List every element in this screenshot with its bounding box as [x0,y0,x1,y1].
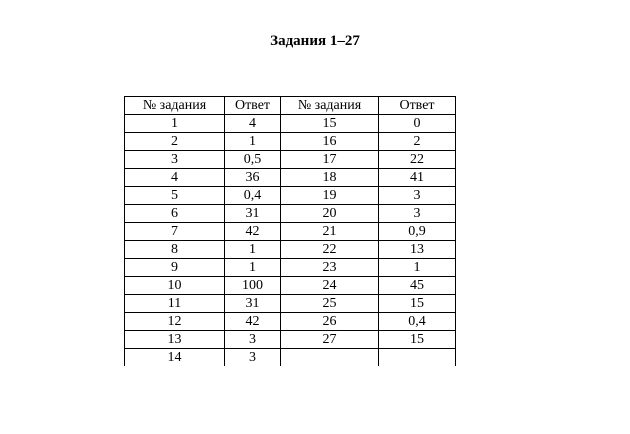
answer-cell: 22 [379,151,456,169]
answer-cell: 3 [379,205,456,223]
task-number-cell: 23 [281,259,379,277]
task-number-cell: 5 [125,187,225,205]
task-number-cell: 11 [125,295,225,313]
answer-cell: 1 [379,259,456,277]
table-row [125,313,456,331]
answer-cell: 31 [225,205,281,223]
task-number-cell: 19 [281,187,379,205]
task-number-cell: 1 [125,115,225,133]
table-row [125,169,456,187]
task-number-cell: 15 [281,115,379,133]
table-row [125,331,456,349]
answer-cell [379,349,456,367]
answer-cell: 0,4 [379,313,456,331]
answer-cell: 15 [379,295,456,313]
answer-cell: 42 [225,223,281,241]
header-task-number-left: № задания [125,97,225,115]
answer-cell: 4 [225,115,281,133]
table-row [125,223,456,241]
answer-cell: 2 [379,133,456,151]
table-row [125,277,456,295]
answer-cell: 1 [225,259,281,277]
table-row [125,151,456,169]
header-answer-right: Ответ [379,97,456,115]
answer-cell: 31 [225,295,281,313]
task-number-cell: 22 [281,241,379,259]
task-number-cell: 25 [281,295,379,313]
table-row [125,133,456,151]
task-number-cell: 16 [281,133,379,151]
table-row [125,259,456,277]
answer-cell: 100 [225,277,281,295]
answer-cell: 0,5 [225,151,281,169]
task-number-cell: 24 [281,277,379,295]
task-number-cell: 18 [281,169,379,187]
answer-cell: 3 [379,187,456,205]
answer-cell: 0,4 [225,187,281,205]
answer-cell: 1 [225,241,281,259]
task-number-cell: 4 [125,169,225,187]
task-number-cell: 9 [125,259,225,277]
table-row [125,349,456,367]
page-title: Задания 1–27 [270,33,360,49]
task-number-cell: 26 [281,313,379,331]
table-row [125,187,456,205]
answer-cell: 15 [379,331,456,349]
header-answer-left: Ответ [225,97,281,115]
answer-cell: 1 [225,133,281,151]
task-number-cell: 8 [125,241,225,259]
task-number-cell: 14 [125,349,225,367]
task-number-cell: 2 [125,133,225,151]
task-number-cell [281,349,379,367]
table-row [125,115,456,133]
answer-cell: 36 [225,169,281,187]
task-number-cell: 21 [281,223,379,241]
task-number-cell: 10 [125,277,225,295]
task-number-cell: 6 [125,205,225,223]
table-row [125,295,456,313]
task-number-cell: 7 [125,223,225,241]
answer-cell: 45 [379,277,456,295]
header-task-number-right: № задания [281,97,379,115]
answer-cell: 3 [225,349,281,367]
table-row [125,241,456,259]
task-number-cell: 27 [281,331,379,349]
task-number-cell: 13 [125,331,225,349]
answer-cell: 41 [379,169,456,187]
answer-cell: 0,9 [379,223,456,241]
task-number-cell: 17 [281,151,379,169]
table-header-row [125,97,456,115]
table-row [125,205,456,223]
task-number-cell: 3 [125,151,225,169]
answer-cell: 3 [225,331,281,349]
task-number-cell: 20 [281,205,379,223]
answer-cell: 42 [225,313,281,331]
answer-cell: 0 [379,115,456,133]
answers-table [124,96,456,366]
task-number-cell: 12 [125,313,225,331]
answer-cell: 13 [379,241,456,259]
